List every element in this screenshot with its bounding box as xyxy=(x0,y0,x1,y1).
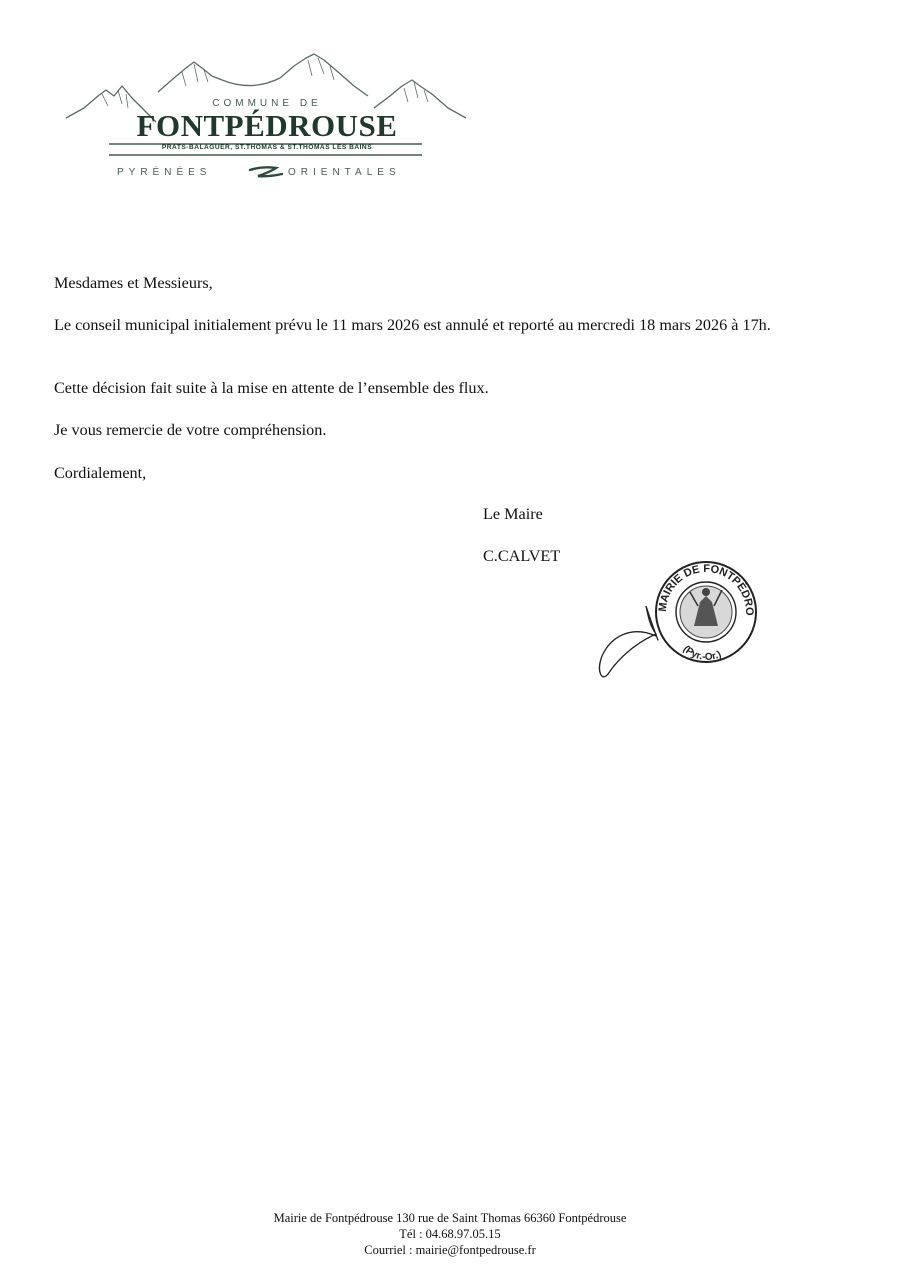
commune-logo xyxy=(62,52,472,187)
closing: Cordialement, xyxy=(54,464,147,482)
region-right: ORIENTALES xyxy=(288,167,401,178)
footer-address: Mairie de Fontpédrouse 130 rue de Saint Thomas 66360 Fontpédrouse xyxy=(273,1211,627,1225)
paragraph-thanks: Je vous remercie de votre compréhension. xyxy=(54,421,327,439)
mairie-stamp xyxy=(594,556,760,682)
commune-label: COMMUNE DE xyxy=(212,98,322,109)
footer-email: Courriel : mairie@fontpedrouse.fr xyxy=(364,1243,536,1257)
paragraph-announcement: Le conseil municipal initialement prévu le 11 mars 2026 est annulé et reporté au mercredi 18 mars 2026 à 17h. xyxy=(54,316,771,334)
villages-line: PRATS-BALAGUER, ST.THOMAS & ST.THOMAS LES BAINS xyxy=(161,144,373,151)
salutation: Mesdames et Messieurs, xyxy=(54,274,213,292)
stamp-text-top: MAIRIE DE FONTPÉDRO xyxy=(656,562,756,616)
signatory-title: Le Maire xyxy=(483,505,543,523)
signatory-name: C.CALVET xyxy=(483,547,561,565)
footer-phone: Tél : 04.68.97.05.15 xyxy=(399,1227,501,1241)
region-left: PYRÉNÉES xyxy=(117,167,212,178)
footer xyxy=(0,1210,900,1258)
stamp-seal-icon xyxy=(594,556,760,682)
paragraph-reason: Cette décision fait suite à la mise en attente de l’ensemble des flux. xyxy=(54,379,489,397)
svg-text:(Pyr.-Or.) xyxy=(681,644,723,663)
commune-name: FONTPÉDROUSE xyxy=(136,108,398,143)
stamp-text-bottom: (Pyr.-Or.) xyxy=(680,643,724,663)
